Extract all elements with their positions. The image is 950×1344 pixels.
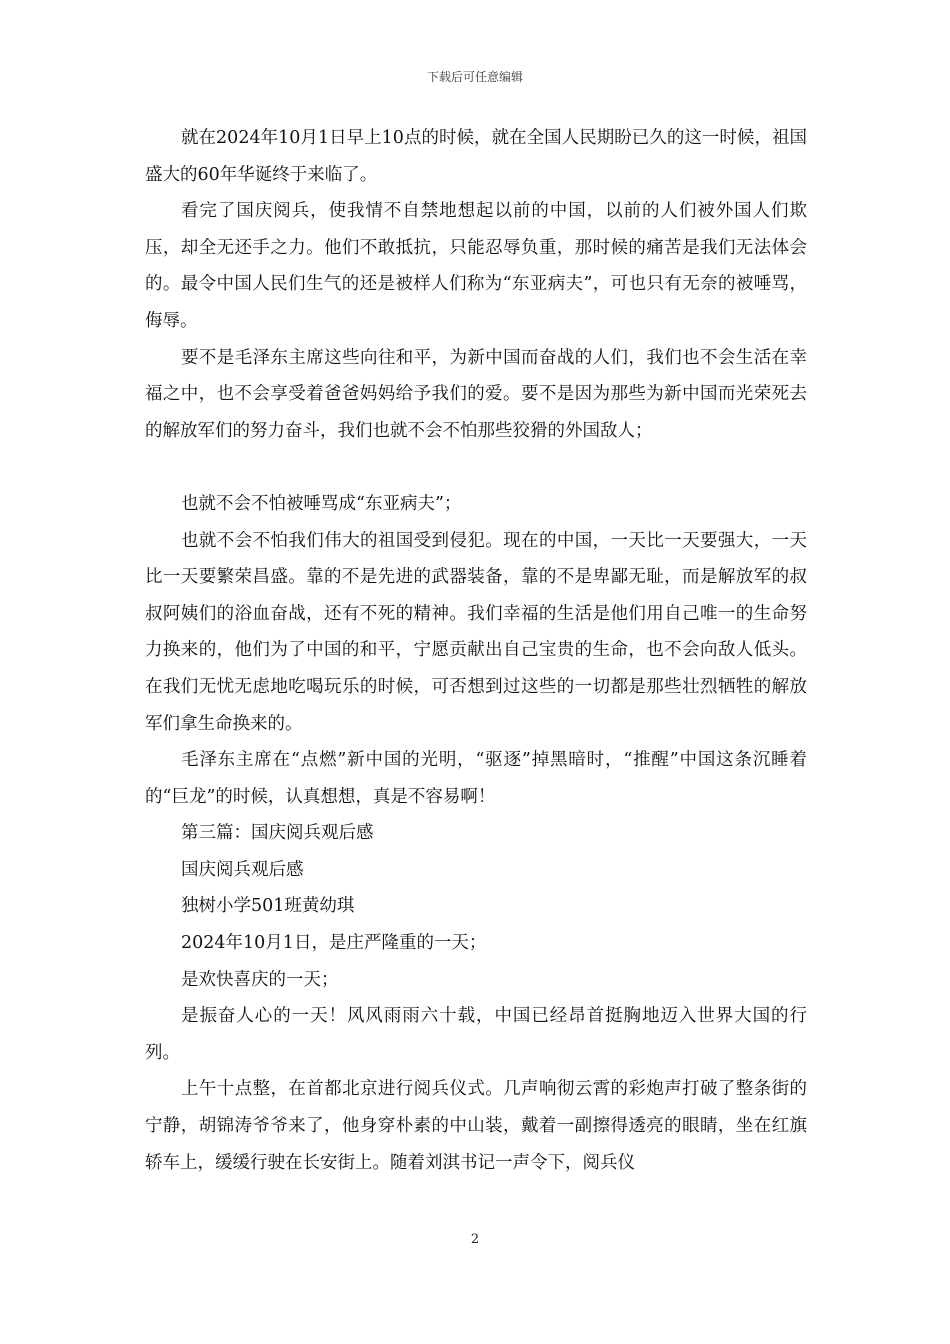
- paragraph: 是欢快喜庆的一天；: [181, 969, 339, 990]
- page-header-note: 下载后可任意编辑: [426, 70, 523, 84]
- paragraph: 2024年10月1日，是庄严隆重的一天；: [181, 933, 487, 954]
- paragraph: 要不是毛泽东主席这些向往和平，为新中国而奋战的人们，我们也不会生活在幸福之中，也不会享受着爸爸妈妈给予我们的爱。要不是因为那些为新中国而光荣死去的解放军们的努力奋斗，我们也就不会不怕那些狡猾的外国敌人；: [145, 347, 807, 441]
- section-heading: 第三篇：国庆阅兵观后感: [181, 823, 374, 844]
- paragraph: 就在2024年10月1日早上10点的时候，就在全国人民期盼已久的这一时候，祖国盛大的60年华诞终于来临了。: [145, 128, 807, 185]
- document-body: [145, 120, 807, 1181]
- paragraph: 毛泽东主席在“点燃”新中国的光明，“驱逐”掉黑暗时，“推醒”中国这条沉睡着的“巨龙”的时候，认真想想，真是不容易啊！: [145, 750, 807, 807]
- paragraph: 是振奋人心的一天！风风雨雨六十载，中国已经昂首挺胸地迈入世界大国的行列。: [145, 1006, 807, 1063]
- page-number: 2: [470, 1232, 480, 1247]
- paragraph: 也就不会不怕被唾骂成“东亚病夫”；: [181, 493, 462, 514]
- paragraph: 也就不会不怕我们伟大的祖国受到侵犯。现在的中国，一天比一天要强大，一天比一天要繁荣昌盛。靠的不是先进的武器装备，靠的不是卑鄙无耻，而是解放军的叔叔阿姨们的浴血奋战，还有不死的精神。我们幸福的生活是他们用自己唯一的生命努力换来的，他们为了中国的和平，宁愿贡献出自己宝贵的生命，也不会向敌人低头。在我们无忧无虑地吃喝玩乐的时候，可否想到过这些的一切都是那些壮烈牺牲的解放军们拿生命换来的。: [145, 530, 807, 734]
- article-author: 独树小学501班黄幼琪: [181, 896, 355, 917]
- article-title: 国庆阅兵观后感: [181, 859, 304, 880]
- paragraph: 上午十点整，在首都北京进行阅兵仪式。几声响彻云霄的彩炮声打破了整条街的宁静，胡锦涛爷爷来了，他身穿朴素的中山装，戴着一副擦得透亮的眼睛，坐在红旗轿车上，缓缓行驶在长安街上。随着刘淇书记一声令下，阅兵仪: [145, 1079, 807, 1173]
- paragraph: 看完了国庆阅兵，使我情不自禁地想起以前的中国，以前的人们被外国人们欺压，却全无还手之力。他们不敢抵抗，只能忍辱负重，那时候的痛苦是我们无法体会的。最令中国人民们生气的还是被样人们称为“东亚病夫”，可也只有无奈的被唾骂，侮辱。: [145, 201, 807, 331]
